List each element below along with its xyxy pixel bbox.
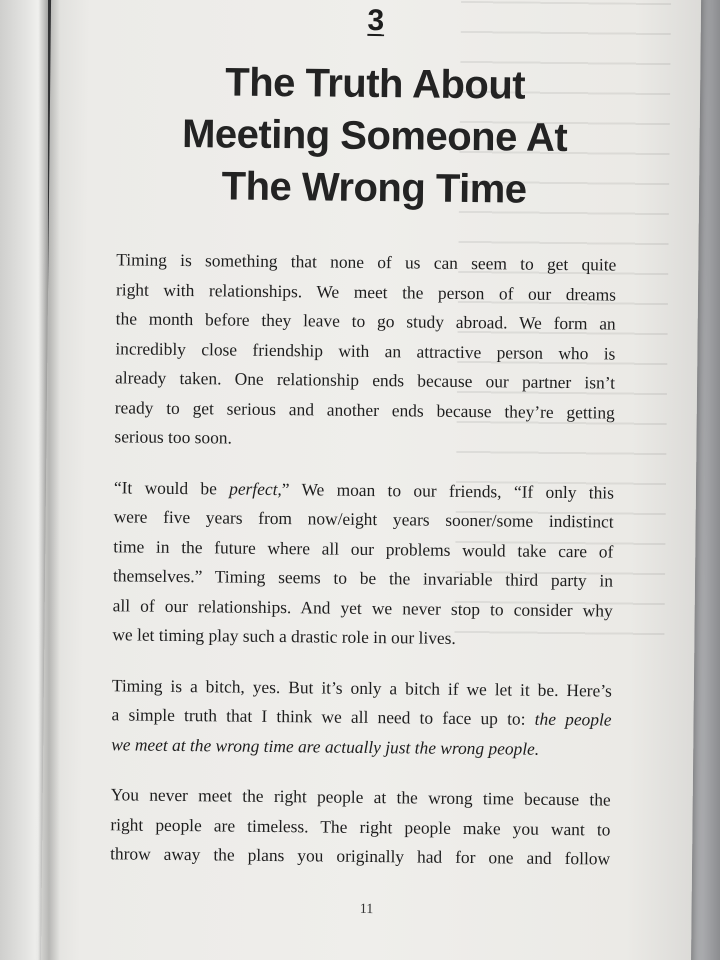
chapter-title (89, 55, 661, 217)
text-run: ” We moan to our friends, “If only this (281, 478, 615, 503)
emphasis-line: we meet at the wrong time are actually just the wrong people. (111, 733, 540, 759)
text-line: right people are timeless. The right people make you want to (110, 813, 611, 840)
text-line: ready to get serious and another ends because they’re getting (114, 396, 615, 423)
paragraph (114, 245, 616, 457)
paragraph (110, 780, 611, 874)
text-line: time in the future where all our problems would take care of (113, 535, 614, 562)
text-line: incredibly close friendship with an attractive person who is (115, 337, 616, 364)
chapter-number-text: 3 (367, 3, 385, 38)
text-run: “It would be (113, 476, 230, 499)
chapter-title-line: The Wrong Time (221, 164, 527, 212)
book-page (41, 0, 701, 960)
text-line: Timing is a bitch, yes. But it’s only a bitch if we let it be. Here’s (111, 674, 612, 701)
text-line: Timing is something that none of us can seem to get quite (116, 249, 617, 275)
text-line: right with relationships. We meet the person of our dreams (115, 278, 617, 305)
chapter-number (51, 1, 701, 42)
text-line (111, 700, 611, 735)
text-line: all of our relationships. And yet we never stop to consider why (112, 594, 613, 621)
text-line: serious too soon. (114, 426, 232, 448)
text-line: we let timing play such a drastic role in our lives. (112, 624, 456, 648)
paragraph (111, 671, 612, 765)
emphasis-text: the people (534, 708, 612, 730)
text-run: a simple truth that I think we all need to face up to: (111, 704, 535, 729)
emphasis-text: perfect, (229, 478, 282, 499)
text-line: throw away the plans you originally had for one and follow (110, 843, 611, 869)
text-line: You never meet the right people at the wrong time because the (110, 784, 611, 810)
text-line: the month before they leave to go study abroad. We form an (115, 308, 616, 334)
chapter-title-line: Meeting Someone At (181, 112, 568, 161)
paragraph (112, 473, 614, 655)
chapter-title-line: The Truth About (225, 60, 526, 108)
text-line: already taken. One relationship ends because our partner isn’t (115, 367, 616, 393)
gutter-shadow (38, 0, 60, 960)
body-text (110, 245, 617, 895)
text-line: were five years from now/eight years sooner/some indistinct (113, 506, 614, 532)
page-number: 11 (359, 901, 374, 918)
text-line: themselves.” Timing seems to be the invariable third party in (112, 565, 614, 591)
